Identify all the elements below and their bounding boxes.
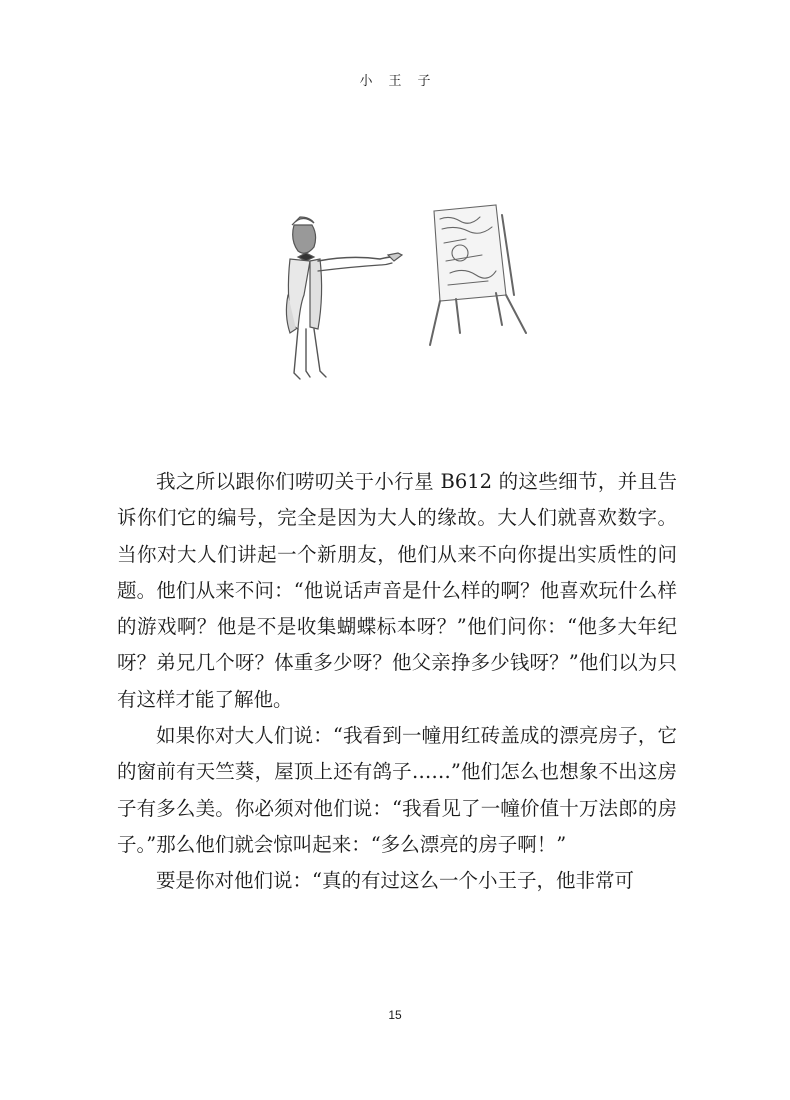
paragraph-3: 要是你对他们说：“真的有过这么一个小王子，他非常可 [156,869,634,893]
running-header: 小王子 [359,74,447,89]
paragraph-1: 我之所以跟你们唠叨关于小行星 B612 的这些细节，并且告诉你们它的编号，完全是因为大人的缘故。大人们就喜欢数字。当你对大人们讲起一个新朋友，他们从来不向你提出实质性的问题。他们从来不问：“他说话声音是什么样的啊？他喜欢玩什么样的游戏啊？他是不是收集蝴蝶标本呀？”他们问你：“他多大年纪呀？弟兄几个呀？体重多少呀？他父亲挣多少钱呀？”他们以为只有这样才能了解他。 [117,470,677,711]
astronomer-illustration [270,195,530,390]
astronomer-figure [286,217,402,379]
chapter-body [117,464,677,900]
blackboard-drawing [430,205,526,345]
paragraph-2: 如果你对大人们说：“我看到一幢用红砖盖成的漂亮房子，它的窗前有天竺葵，屋顶上还有鸽子……”他们怎么也想象不出这房子有多么美。你必须对他们说：“我看见了一幢价值十万法郎的房子。”那么他们就会惊叫起来：“多么漂亮的房子啊！” [117,724,677,856]
page-number: 15 [388,1008,402,1022]
